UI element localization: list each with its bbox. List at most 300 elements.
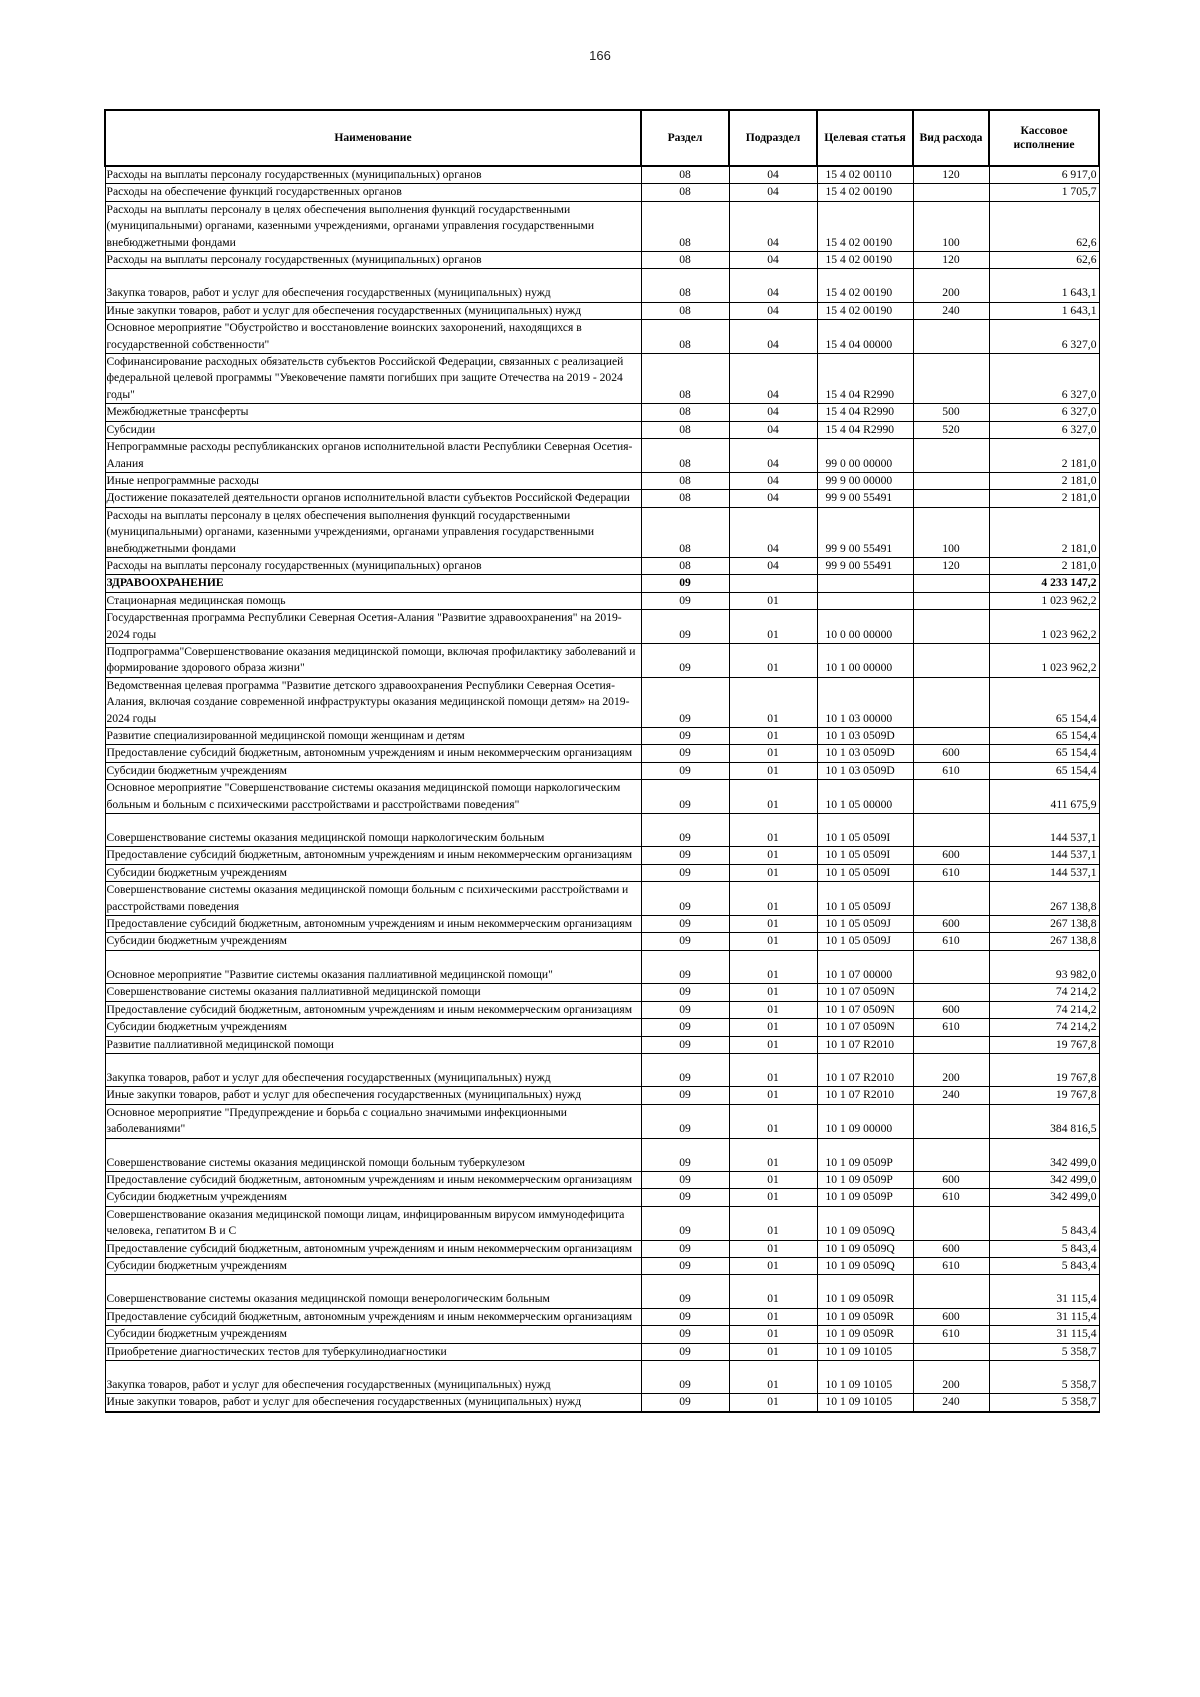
cell-subsection: 01: [729, 916, 817, 933]
cell-amount: 19 767,8: [989, 1087, 1099, 1104]
cell-amount: 5 358,7: [989, 1361, 1099, 1394]
cell-subsection: 04: [729, 252, 817, 269]
table-row: [105, 507, 1099, 557]
cell-type: [913, 780, 989, 814]
cell-section: 08: [641, 421, 729, 438]
cell-target: 10 1 09 0509R: [817, 1326, 913, 1343]
cell-target: 15 4 02 00190: [817, 302, 913, 319]
cell-subsection: 01: [729, 1343, 817, 1360]
cell-name: Субсидии бюджетным учреждениям: [105, 1189, 641, 1206]
cell-target: 99 0 00 00000: [817, 439, 913, 473]
cell-type: 610: [913, 1257, 989, 1274]
cell-name: Субсидии: [105, 421, 641, 438]
cell-section: 09: [641, 984, 729, 1001]
table-row: [105, 166, 1099, 184]
table-row: [105, 610, 1099, 644]
header-section: Раздел: [641, 110, 729, 166]
cell-type: 610: [913, 933, 989, 950]
table-row: [105, 184, 1099, 201]
cell-type: 610: [913, 864, 989, 881]
cell-name: Совершенствование системы оказания медицинской помощи больным туберкулезом: [105, 1138, 641, 1171]
cell-subsection: 01: [729, 780, 817, 814]
cell-target: 10 1 07 R2010: [817, 1087, 913, 1104]
cell-target: 10 1 05 00000: [817, 780, 913, 814]
cell-target: 10 1 03 0509D: [817, 762, 913, 779]
table-row: [105, 1019, 1099, 1036]
table-row: [105, 847, 1099, 864]
cell-type: 610: [913, 1019, 989, 1036]
cell-subsection: 04: [729, 404, 817, 421]
cell-subsection: 04: [729, 421, 817, 438]
cell-amount: 5 843,4: [989, 1206, 1099, 1240]
table-row: [105, 1171, 1099, 1188]
cell-amount: 6 327,0: [989, 404, 1099, 421]
table-row: [105, 1104, 1099, 1138]
cell-subsection: [729, 575, 817, 592]
cell-amount: 267 138,8: [989, 916, 1099, 933]
cell-name: Иные закупки товаров, работ и услуг для обеспечения государственных (муниципальных) нужд: [105, 1087, 641, 1104]
cell-target: 10 1 07 0509N: [817, 1001, 913, 1018]
cell-type: [913, 592, 989, 609]
cell-type: [913, 354, 989, 404]
cell-type: 100: [913, 201, 989, 251]
table-row: [105, 814, 1099, 847]
cell-section: 09: [641, 1087, 729, 1104]
table-row: [105, 252, 1099, 269]
cell-name: Межбюджетные трансферты: [105, 404, 641, 421]
cell-amount: 65 154,4: [989, 677, 1099, 727]
cell-name: Расходы на выплаты персоналу в целях обеспечения выполнения функций государственными (муниципальными) органами, казенными учреждениями, органами управления государственными внебюджетными фондами: [105, 201, 641, 251]
header-target: Целевая статья: [817, 110, 913, 166]
cell-subsection: 01: [729, 643, 817, 677]
table-row: [105, 1138, 1099, 1171]
cell-type: [913, 490, 989, 507]
cell-name: Расходы на выплаты персоналу в целях обеспечения выполнения функций государственными (муниципальными) органами, казенными учреждениями, органами управления государственными внебюджетными фондами: [105, 507, 641, 557]
table-row: [105, 1326, 1099, 1343]
table-row: [105, 1240, 1099, 1257]
cell-type: [913, 950, 989, 983]
cell-subsection: 01: [729, 728, 817, 745]
cell-target: 15 4 04 R2990: [817, 354, 913, 404]
cell-subsection: 01: [729, 847, 817, 864]
cell-amount: 267 138,8: [989, 882, 1099, 916]
table-row: [105, 1343, 1099, 1360]
cell-section: 08: [641, 184, 729, 201]
cell-subsection: 01: [729, 1053, 817, 1086]
cell-name: Предоставление субсидий бюджетным, автономным учреждениям и иным некоммерческим организациям: [105, 1240, 641, 1257]
cell-section: 09: [641, 882, 729, 916]
cell-target: 15 4 02 00190: [817, 201, 913, 251]
table-row: [105, 677, 1099, 727]
cell-target: 10 1 09 0509Q: [817, 1257, 913, 1274]
cell-target: 15 4 02 00110: [817, 166, 913, 184]
cell-name: Предоставление субсидий бюджетным, автономным учреждениям и иным некоммерческим организациям: [105, 847, 641, 864]
cell-type: 120: [913, 252, 989, 269]
cell-type: [913, 320, 989, 354]
table-row: [105, 575, 1099, 592]
cell-amount: 342 499,0: [989, 1189, 1099, 1206]
cell-name: Достижение показателей деятельности органов исполнительной власти субъектов Российской Федерации: [105, 490, 641, 507]
table-row: [105, 1206, 1099, 1240]
table-row: [105, 404, 1099, 421]
cell-subsection: 01: [729, 1326, 817, 1343]
cell-name: Закупка товаров, работ и услуг для обеспечения государственных (муниципальных) нужд: [105, 269, 641, 302]
cell-amount: 1 023 962,2: [989, 592, 1099, 609]
cell-target: 10 1 07 R2010: [817, 1036, 913, 1053]
cell-target: 10 1 05 0509I: [817, 864, 913, 881]
cell-type: 600: [913, 1001, 989, 1018]
cell-subsection: 01: [729, 1394, 817, 1412]
cell-type: [913, 439, 989, 473]
cell-subsection: 01: [729, 1087, 817, 1104]
cell-target: 10 1 07 R2010: [817, 1053, 913, 1086]
cell-type: 610: [913, 762, 989, 779]
cell-subsection: 01: [729, 1240, 817, 1257]
cell-type: [913, 643, 989, 677]
table-row: [105, 1361, 1099, 1394]
table-row: [105, 864, 1099, 881]
cell-section: 09: [641, 1275, 729, 1308]
cell-amount: 144 537,1: [989, 814, 1099, 847]
cell-target: 10 1 05 0509J: [817, 882, 913, 916]
table-row: [105, 557, 1099, 574]
cell-subsection: 01: [729, 1138, 817, 1171]
cell-type: 610: [913, 1189, 989, 1206]
cell-name: Субсидии бюджетным учреждениям: [105, 762, 641, 779]
cell-name: Непрограммные расходы республиканских органов исполнительной власти Республики Северная Осетия-Алания: [105, 439, 641, 473]
cell-target: 10 1 09 0509Q: [817, 1206, 913, 1240]
cell-amount: 1 643,1: [989, 302, 1099, 319]
cell-target: 10 1 03 00000: [817, 677, 913, 727]
cell-name: Подпрограмма"Совершенствование оказания медицинской помощи, включая профилактику заболеваний и формирование здорового образа жизни": [105, 643, 641, 677]
cell-section: 09: [641, 592, 729, 609]
cell-type: 600: [913, 1171, 989, 1188]
cell-amount: 62,6: [989, 201, 1099, 251]
table-row: [105, 302, 1099, 319]
cell-type: 600: [913, 916, 989, 933]
cell-name: Совершенствование системы оказания медицинской помощи венерологическим больным: [105, 1275, 641, 1308]
cell-name: Субсидии бюджетным учреждениям: [105, 933, 641, 950]
cell-amount: 2 181,0: [989, 490, 1099, 507]
cell-section: 09: [641, 1308, 729, 1325]
cell-target: 99 9 00 55491: [817, 507, 913, 557]
cell-name: Основное мероприятие "Совершенствование системы оказания медицинской помощи наркологическим больным и больным с психическими расстройствами и расстройствами поведения": [105, 780, 641, 814]
cell-name: Развитие специализированной медицинской помощи женщинам и детям: [105, 728, 641, 745]
cell-section: 08: [641, 302, 729, 319]
cell-subsection: 01: [729, 950, 817, 983]
cell-type: 600: [913, 1308, 989, 1325]
cell-section: 09: [641, 1036, 729, 1053]
cell-name: Закупка товаров, работ и услуг для обеспечения государственных (муниципальных) нужд: [105, 1053, 641, 1086]
cell-subsection: 01: [729, 1189, 817, 1206]
cell-amount: 411 675,9: [989, 780, 1099, 814]
cell-amount: 1 023 962,2: [989, 610, 1099, 644]
cell-type: [913, 882, 989, 916]
cell-target: 15 4 04 R2990: [817, 421, 913, 438]
cell-name: Иные закупки товаров, работ и услуг для обеспечения государственных (муниципальных) нужд: [105, 302, 641, 319]
cell-type: 600: [913, 1240, 989, 1257]
table-row: [105, 320, 1099, 354]
cell-target: 10 1 09 00000: [817, 1104, 913, 1138]
cell-target: 15 4 02 00190: [817, 252, 913, 269]
cell-subsection: 01: [729, 882, 817, 916]
cell-type: [913, 1104, 989, 1138]
header-type: Вид расхода: [913, 110, 989, 166]
table-row: [105, 882, 1099, 916]
cell-type: 200: [913, 269, 989, 302]
table-row: [105, 1308, 1099, 1325]
table-row: [105, 1257, 1099, 1274]
cell-amount: 74 214,2: [989, 984, 1099, 1001]
cell-target: 10 1 05 0509I: [817, 814, 913, 847]
table-row: [105, 1189, 1099, 1206]
cell-type: 200: [913, 1053, 989, 1086]
cell-section: 09: [641, 864, 729, 881]
table-row: [105, 354, 1099, 404]
cell-subsection: 01: [729, 1361, 817, 1394]
cell-target: 10 1 05 0509J: [817, 933, 913, 950]
cell-amount: 74 214,2: [989, 1019, 1099, 1036]
cell-name: Основное мероприятие "Предупреждение и борьба с социально значимыми инфекционными заболеваниями": [105, 1104, 641, 1138]
cell-subsection: 01: [729, 762, 817, 779]
cell-type: [913, 610, 989, 644]
cell-amount: 1 705,7: [989, 184, 1099, 201]
cell-target: 10 1 07 0509N: [817, 1019, 913, 1036]
cell-name: Основное мероприятие "Обустройство и восстановление воинских захоронений, находящихся в государственной собственности": [105, 320, 641, 354]
cell-amount: 31 115,4: [989, 1326, 1099, 1343]
cell-section: 09: [641, 677, 729, 727]
cell-section: 08: [641, 252, 729, 269]
cell-amount: 19 767,8: [989, 1053, 1099, 1086]
table-row: [105, 1087, 1099, 1104]
cell-type: [913, 1138, 989, 1171]
cell-amount: 2 181,0: [989, 472, 1099, 489]
cell-subsection: 04: [729, 166, 817, 184]
cell-target: 10 1 09 10105: [817, 1343, 913, 1360]
cell-section: 09: [641, 1257, 729, 1274]
cell-amount: 6 327,0: [989, 421, 1099, 438]
cell-amount: 1 643,1: [989, 269, 1099, 302]
cell-amount: 19 767,8: [989, 1036, 1099, 1053]
cell-type: 240: [913, 1394, 989, 1412]
cell-name: Предоставление субсидий бюджетным, автономным учреждениям и иным некоммерческим организациям: [105, 745, 641, 762]
cell-target: 10 1 05 0509I: [817, 847, 913, 864]
cell-target: 10 1 09 0509R: [817, 1275, 913, 1308]
cell-subsection: 01: [729, 1257, 817, 1274]
cell-name: Закупка товаров, работ и услуг для обеспечения государственных (муниципальных) нужд: [105, 1361, 641, 1394]
cell-target: 10 1 09 10105: [817, 1394, 913, 1412]
table-row: [105, 490, 1099, 507]
table-row: [105, 472, 1099, 489]
cell-target: 10 1 09 0509R: [817, 1308, 913, 1325]
cell-type: [913, 814, 989, 847]
table-row: [105, 933, 1099, 950]
cell-target: 99 9 00 55491: [817, 490, 913, 507]
cell-name: Предоставление субсидий бюджетным, автономным учреждениям и иным некоммерческим организациям: [105, 1308, 641, 1325]
table-row: [105, 1275, 1099, 1308]
cell-name: Расходы на обеспечение функций государственных органов: [105, 184, 641, 201]
cell-type: [913, 184, 989, 201]
cell-section: 09: [641, 1171, 729, 1188]
cell-type: [913, 472, 989, 489]
header-amount: Кассовое исполнение: [989, 110, 1099, 166]
cell-amount: 384 816,5: [989, 1104, 1099, 1138]
cell-section: 09: [641, 1206, 729, 1240]
cell-subsection: 04: [729, 507, 817, 557]
cell-target: 10 1 05 0509J: [817, 916, 913, 933]
cell-type: [913, 575, 989, 592]
cell-name: Субсидии бюджетным учреждениям: [105, 1257, 641, 1274]
cell-section: 09: [641, 1138, 729, 1171]
cell-amount: 5 358,7: [989, 1394, 1099, 1412]
table-row: [105, 643, 1099, 677]
cell-subsection: 01: [729, 745, 817, 762]
cell-name: Расходы на выплаты персоналу государственных (муниципальных) органов: [105, 166, 641, 184]
cell-name: ЗДРАВООХРАНЕНИЕ: [105, 575, 641, 592]
cell-subsection: 04: [729, 201, 817, 251]
cell-subsection: 01: [729, 814, 817, 847]
cell-name: Предоставление субсидий бюджетным, автономным учреждениям и иным некоммерческим организациям: [105, 916, 641, 933]
cell-section: 09: [641, 847, 729, 864]
cell-name: Предоставление субсидий бюджетным, автономным учреждениям и иным некоммерческим организациям: [105, 1171, 641, 1188]
cell-name: Совершенствование системы оказания паллиативной медицинской помощи: [105, 984, 641, 1001]
cell-name: Иные непрограммные расходы: [105, 472, 641, 489]
cell-type: [913, 1036, 989, 1053]
table-row: [105, 439, 1099, 473]
cell-name: Совершенствование оказания медицинской помощи лицам, инфицированным вирусом иммунодефицита человека, гепатитом В и С: [105, 1206, 641, 1240]
cell-name: Иные закупки товаров, работ и услуг для обеспечения государственных (муниципальных) нужд: [105, 1394, 641, 1412]
cell-name: Предоставление субсидий бюджетным, автономным учреждениям и иным некоммерческим организациям: [105, 1001, 641, 1018]
cell-amount: 2 181,0: [989, 507, 1099, 557]
cell-target: [817, 575, 913, 592]
cell-name: Расходы на выплаты персоналу государственных (муниципальных) органов: [105, 557, 641, 574]
cell-section: 09: [641, 1326, 729, 1343]
cell-section: 09: [641, 575, 729, 592]
cell-amount: 2 181,0: [989, 557, 1099, 574]
cell-subsection: 04: [729, 439, 817, 473]
cell-amount: 6 327,0: [989, 354, 1099, 404]
cell-type: 120: [913, 557, 989, 574]
budget-table: [104, 109, 1100, 1413]
cell-amount: 267 138,8: [989, 933, 1099, 950]
cell-subsection: 01: [729, 1308, 817, 1325]
table-row: [105, 728, 1099, 745]
table-header-row: [105, 110, 1099, 166]
cell-section: 09: [641, 814, 729, 847]
cell-target: 10 1 09 0509P: [817, 1138, 913, 1171]
cell-section: 09: [641, 780, 729, 814]
cell-amount: 31 115,4: [989, 1308, 1099, 1325]
cell-name: Стационарная медицинская помощь: [105, 592, 641, 609]
cell-section: 09: [641, 745, 729, 762]
cell-subsection: 01: [729, 933, 817, 950]
cell-name: Субсидии бюджетным учреждениям: [105, 1019, 641, 1036]
cell-target: 10 1 09 0509P: [817, 1189, 913, 1206]
cell-type: 240: [913, 302, 989, 319]
cell-target: 10 1 09 10105: [817, 1361, 913, 1394]
cell-target: 15 4 04 00000: [817, 320, 913, 354]
cell-subsection: 01: [729, 984, 817, 1001]
table-row: [105, 201, 1099, 251]
cell-section: 08: [641, 439, 729, 473]
table-row: [105, 1053, 1099, 1086]
header-subsection: Подраздел: [729, 110, 817, 166]
cell-amount: 5 843,4: [989, 1257, 1099, 1274]
cell-subsection: 01: [729, 1275, 817, 1308]
cell-section: 09: [641, 1240, 729, 1257]
cell-amount: 31 115,4: [989, 1275, 1099, 1308]
cell-target: 10 1 09 0509Q: [817, 1240, 913, 1257]
cell-section: 08: [641, 507, 729, 557]
cell-amount: 144 537,1: [989, 847, 1099, 864]
header-name: Наименование: [105, 110, 641, 166]
cell-type: 100: [913, 507, 989, 557]
cell-type: 120: [913, 166, 989, 184]
cell-subsection: 04: [729, 320, 817, 354]
cell-amount: 144 537,1: [989, 864, 1099, 881]
cell-section: 09: [641, 1394, 729, 1412]
cell-section: 09: [641, 1053, 729, 1086]
table-row: [105, 950, 1099, 983]
cell-amount: 1 023 962,2: [989, 643, 1099, 677]
table-row: [105, 916, 1099, 933]
table-row: [105, 762, 1099, 779]
cell-type: [913, 1206, 989, 1240]
table-row: [105, 1036, 1099, 1053]
cell-amount: 342 499,0: [989, 1138, 1099, 1171]
cell-subsection: 04: [729, 472, 817, 489]
cell-name: Софинансирование расходных обязательств субъектов Российской Федерации, связанных с реализацией федеральной целевой программы "Увековечение памяти погибших при защите Отечества на 2019 - 2024 годы": [105, 354, 641, 404]
cell-target: 15 4 04 R2990: [817, 404, 913, 421]
cell-name: Приобретение диагностических тестов для туберкулинодиагностики: [105, 1343, 641, 1360]
cell-target: 99 9 00 55491: [817, 557, 913, 574]
cell-amount: 4 233 147,2: [989, 575, 1099, 592]
cell-amount: 93 982,0: [989, 950, 1099, 983]
cell-target: 99 9 00 00000: [817, 472, 913, 489]
cell-name: Совершенствование системы оказания медицинской помощи наркологическим больным: [105, 814, 641, 847]
table-row: [105, 745, 1099, 762]
cell-section: 09: [641, 1104, 729, 1138]
cell-subsection: 01: [729, 677, 817, 727]
cell-section: 08: [641, 472, 729, 489]
cell-section: 08: [641, 490, 729, 507]
cell-subsection: 01: [729, 1206, 817, 1240]
cell-subsection: 01: [729, 864, 817, 881]
cell-type: 200: [913, 1361, 989, 1394]
cell-amount: 5 358,7: [989, 1343, 1099, 1360]
cell-name: Совершенствование системы оказания медицинской помощи больным с психическими расстройствами и расстройствами поведения: [105, 882, 641, 916]
cell-subsection: 04: [729, 269, 817, 302]
cell-section: 09: [641, 1361, 729, 1394]
cell-section: 09: [641, 933, 729, 950]
table-body: [105, 166, 1099, 1412]
cell-section: 09: [641, 1001, 729, 1018]
cell-section: 08: [641, 557, 729, 574]
cell-target: [817, 592, 913, 609]
cell-section: 08: [641, 320, 729, 354]
cell-type: 240: [913, 1087, 989, 1104]
cell-subsection: 01: [729, 1104, 817, 1138]
cell-subsection: 04: [729, 490, 817, 507]
cell-type: [913, 728, 989, 745]
cell-amount: 6 327,0: [989, 320, 1099, 354]
cell-amount: 2 181,0: [989, 439, 1099, 473]
cell-amount: 65 154,4: [989, 745, 1099, 762]
cell-name: Основное мероприятие "Развитие системы оказания паллиативной медицинской помощи": [105, 950, 641, 983]
cell-target: 10 1 03 0509D: [817, 745, 913, 762]
cell-type: [913, 1343, 989, 1360]
cell-type: 520: [913, 421, 989, 438]
